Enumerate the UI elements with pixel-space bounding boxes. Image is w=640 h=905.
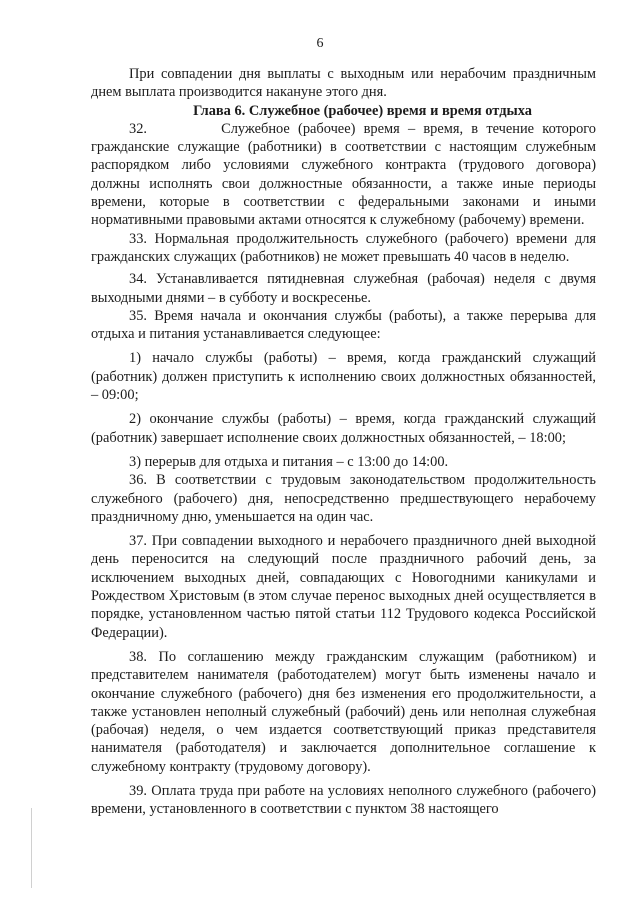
paragraph-35-item-2: 2) окончание службы (работы) – время, когда гражданский служащий (работник) завершает исполнение своих должностных обязанностей, – 18:00; xyxy=(91,411,596,446)
paragraph-36: 36. В соответствии с трудовым законодательством продолжительность служебного (рабочего) дня, непосредственно предшествующего нерабочему праздничному дню, уменьшается на один час. xyxy=(91,472,596,525)
intro-paragraph: При совпадении дня выплаты с выходным или нерабочим праздничным днем выплата производится накануне этого дня. xyxy=(91,66,596,101)
scan-margin-line xyxy=(31,808,32,888)
paragraph-32: 32. Служебное (рабочее) время – время, в течение которого гражданские служащие (работники) в соответствии с настоящим служебным распорядком либо условиями служебного контракта (трудового договора) должны исполнять свои должностные обязанности, а также иные периоды времени, которые в соответствии с федеральными законами и иными нормативными правовыми актами относятся к служебному (рабочему) времени. xyxy=(91,120,596,229)
paragraph-35-item-1: 1) начало службы (работы) – время, когда гражданский служащий (работник) должен приступить к исполнению своих должностных обязанностей, – 09:00; xyxy=(91,350,596,404)
document-body xyxy=(91,65,596,819)
paragraph-33: 33. Нормальная продолжительность служебного (рабочего) времени для гражданских служащих (работников) не может превышать 40 часов в неделю. xyxy=(91,230,596,265)
page-number: 6 xyxy=(316,36,324,51)
paragraph-38: 38. По соглашению между гражданским служащим (работником) и представителем нанимателя (работодателем) могут быть изменены начало и окончание служебного (рабочего) дня без изменения его продолжительности, а также установлен неполный служебный (рабочий) день или неполная служебная (рабочая) неделя, о чем издается соответствующий приказ представителя нанимателя (работодателя) и заключается дополнительное соглашение к служебному контракту (трудовому договору). xyxy=(91,648,596,775)
paragraph-35-item-3: 3) перерыв для отдыха и питания – с 13:00 до 14:00. xyxy=(129,453,449,470)
paragraph-37: 37. При совпадении выходного и нерабочего праздничного дней выходной день переносится на следующий после праздничного рабочий день, за исключением выходных дней, совпадающих с Новогодними каникулами и Рождеством Христовым (в этом случае перенос выходных дней осуществляется в порядке, установленном частью пятой статьи 112 Трудового кодекса Российской Федерации). xyxy=(91,533,596,641)
paragraph-35: 35. Время начала и окончания службы (работы), а также перерыва для отдыха и питания устанавливается следующее: xyxy=(91,307,596,343)
paragraph-34: 34. Устанавливается пятидневная служебная (рабочая) неделя с двумя выходными днями – в субботу и воскресенье. xyxy=(91,271,596,306)
chapter-title: Глава 6. Служебное (рабочее) время и время отдыха xyxy=(193,102,532,119)
paragraph-39: 39. Оплата труда при работе на условиях неполного служебного (рабочего) времени, установленного в соответствии с пунктом 38 настоящего xyxy=(91,782,596,818)
